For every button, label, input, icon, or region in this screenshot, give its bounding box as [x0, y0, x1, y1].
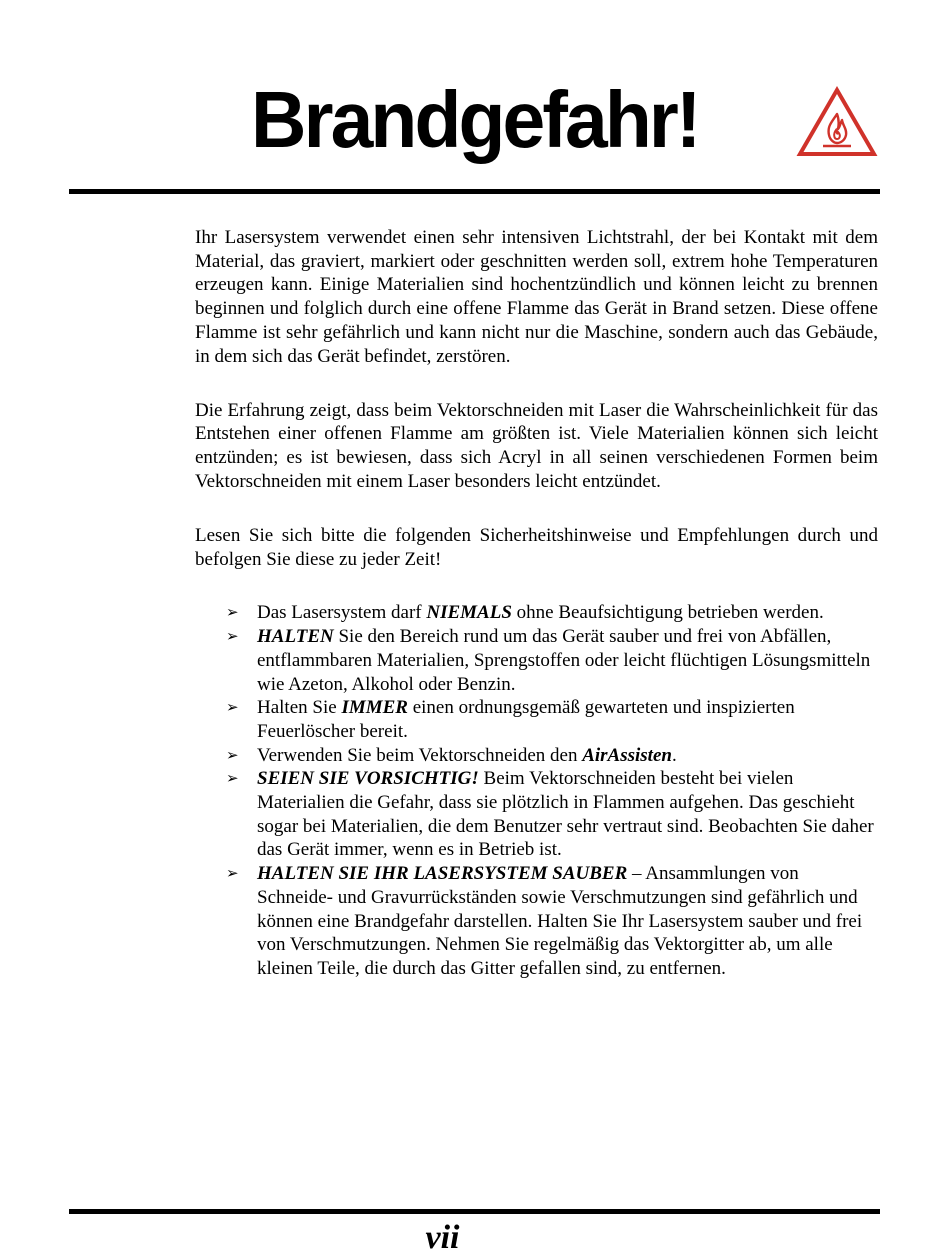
safety-instructions-list	[195, 601, 878, 980]
page-number: vii	[425, 1219, 460, 1256]
list-item: ➢ Halten Sie IMMER einen ordnungsgemäß gewarteten und inspizierten Feuerlöscher bereit.	[226, 697, 795, 742]
arrow-bullet-icon: ➢	[226, 627, 239, 646]
arrow-bullet-icon: ➢	[226, 745, 239, 764]
list-item: ➢ HALTEN SIE IHR LASERSYSTEM SAUBER – Ansammlungen von Schneide- und Gravurrückständen sowie Verschmutzungen sind gefährlich und können eine Brandgefahr darstellen. Halten Sie Ihr Lasersystem sauber und frei von Verschmutzungen. Nehmen Sie regelmäßig das Vektorgitter ab, um alle kleinen Teile, die durch das Gitter gefallen sind, zu entfernen.	[226, 863, 863, 979]
arrow-bullet-icon: ➢	[226, 864, 239, 883]
list-item: ➢ Verwenden Sie beim Vektorschneiden den AirAssisten.	[226, 744, 677, 766]
intro-paragraph: Ihr Lasersystem verwendet einen sehr intensiven Lichtstrahl, der bei Kontakt mit dem Material, das graviert, markiert oder geschnitten werden soll, extrem hohe Temperaturen erzeugen kann. Einige Materialien sind hochentzündlich und können leicht zu brennen beginnen und folglich durch eine offene Flamme das Gerät in Brand setzen. Diese offene Flamme ist sehr gefährlich und kann nicht nur die Maschine, sondern auch das Gebäude, in dem sich das Gerät befindet, zerstören.	[195, 227, 878, 367]
arrow-bullet-icon: ➢	[226, 769, 239, 788]
document-body	[195, 226, 878, 981]
list-item: ➢ Das Lasersystem darf NIEMALS ohne Beaufsichtigung betrieben werden.	[226, 602, 824, 624]
arrow-bullet-icon: ➢	[226, 603, 239, 622]
experience-paragraph: Die Erfahrung zeigt, dass beim Vektorschneiden mit Laser die Wahrscheinlichkeit für das Entstehen einer offenen Flamme am größten ist. Viele Materialien können sich leicht entzünden; es ist bewiesen, dass sich Acryl in all seinen verschiedenen Formen beim Vektorschneiden mit einem Laser besonders leicht entzündet.	[195, 399, 878, 492]
instructions-paragraph: Lesen Sie sich bitte die folgenden Sicherheitshinweise und Empfehlungen durch und befolgen Sie diese zu jeder Zeit!	[195, 525, 878, 570]
list-item: ➢ HALTEN Sie den Bereich rund um das Gerät sauber und frei von Abfällen, entflammbaren Materialien, Sprengstoffen oder leicht flüchtigen Lösungsmitteln wie Azeton, Alkohol oder Benzin.	[226, 626, 871, 695]
list-item: ➢ SEIEN SIE VORSICHTIG! Beim Vektorschneiden besteht bei vielen Materialien die Gefahr, dass sie plötzlich in Flammen aufgehen. Das geschieht sogar bei Materialien, die dem Benutzer sehr vertraut sind. Beobachten Sie daher das Gerät immer, wenn es in Betrieb ist.	[226, 768, 874, 861]
footer-divider	[69, 1209, 880, 1214]
header-divider	[69, 189, 880, 194]
arrow-bullet-icon: ➢	[226, 698, 239, 717]
flammable-warning-icon	[796, 86, 878, 158]
page-title: Brandgefahr!	[250, 75, 699, 164]
